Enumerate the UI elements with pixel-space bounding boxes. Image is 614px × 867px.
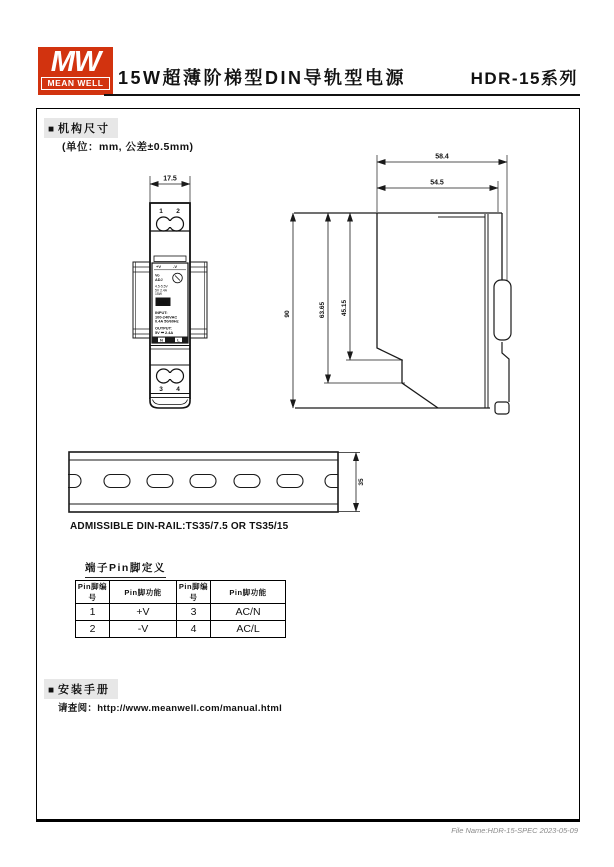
pin-function: +V (110, 604, 177, 621)
dim-width-label: 17.5 (163, 175, 177, 183)
label-line3: 15W (155, 292, 162, 297)
label-n: N (160, 337, 163, 343)
din-rail-clip (494, 280, 511, 414)
manual-note-prefix: 请查阅： (58, 703, 98, 714)
label-adj: ADJ (155, 278, 163, 282)
vent-slot (154, 256, 186, 262)
pin-function: AC/N (211, 604, 286, 621)
pin-table-row (76, 604, 286, 621)
pin-number: 3 (177, 604, 211, 621)
page-title: 15W超薄阶梯型DIN导轨型电源 (118, 68, 407, 88)
terminal-number-4: 4 (176, 386, 180, 393)
dim-depth-total-label: 58.4 (435, 153, 449, 161)
unit-note: (单位：mm, 公差±0.5mm) (62, 141, 194, 153)
bottom-cap (150, 398, 190, 408)
dim-depth-body-label: 54.5 (430, 179, 444, 187)
stepped-profile (377, 213, 438, 408)
side-view-drawing (283, 146, 528, 431)
label-neg: -V (173, 264, 177, 269)
rail-slots (68, 475, 350, 488)
dim-height-label: 90 (284, 310, 291, 318)
manual-url-link[interactable]: http://www.meanwell.com/manual.html (97, 703, 283, 714)
section-manual-label: 安装手册 (58, 684, 111, 696)
rail-caption: ADMISSIBLE DIN-RAIL:TS35/7.5 OR TS35/15 (70, 521, 289, 532)
pin-function: -V (110, 621, 177, 638)
logo-brand-text: MEAN WELL (41, 77, 110, 90)
pin-number: 4 (177, 621, 211, 638)
section-marker-icon: ■ (48, 685, 55, 696)
manual-note (58, 700, 282, 714)
label-output-line1: 5V ⎓ 2.4A (155, 329, 174, 335)
label-input-line1: 100-240VAC (155, 314, 178, 320)
label-line1: 4.5-5.5V (155, 284, 168, 289)
section-marker-icon: ■ (48, 124, 55, 135)
pin-col-header: Pin脚编号 (76, 581, 110, 604)
terminal-number-1: 1 (159, 208, 163, 215)
meanwell-logo (38, 47, 113, 95)
front-view-drawing (125, 168, 225, 418)
label-panel (152, 263, 188, 343)
pin-table-header-row (76, 581, 286, 604)
section-manual-header (44, 679, 118, 699)
terminal-number-2: 2 (176, 208, 180, 215)
footer-file-info: File Name:HDR-15-SPEC 2023-05-09 (451, 826, 578, 835)
section-mechanical-header (44, 118, 118, 138)
label-input-line2: 0.4A 50/60Hz (155, 318, 179, 324)
label-vo: Vo (155, 273, 160, 278)
dim-step-lower-label: 45.15 (341, 299, 348, 317)
pin-number: 1 (76, 604, 110, 621)
label-line2: 5V 2.4A (155, 288, 168, 293)
header-rule (104, 94, 580, 96)
terminal-number-3: 3 (159, 386, 163, 393)
logo-mw-text: MW (50, 46, 101, 78)
dim-step-upper-label: 63.65 (319, 301, 326, 319)
dim-rail-height-label: 35 (358, 478, 365, 486)
pin-number: 2 (76, 621, 110, 638)
label-output-title: OUTPUT: (155, 325, 172, 331)
label-l: L (177, 337, 180, 343)
section-mechanical-label: 机构尺寸 (58, 123, 111, 135)
pin-table-row (76, 621, 286, 638)
pin-table (75, 580, 286, 638)
label-input-title: INPUT: (155, 310, 168, 315)
label-mw-logo-text: MW (158, 300, 168, 307)
label-pos: +V (156, 264, 162, 269)
pin-col-header: Pin脚功能 (211, 581, 286, 604)
label-terminal-bar (152, 337, 188, 344)
din-rail-drawing (68, 448, 368, 523)
pin-col-header: Pin脚功能 (110, 581, 177, 604)
pin-table-title: 端子Pin脚定义 (85, 560, 166, 578)
pin-function: AC/L (211, 621, 286, 638)
series-name: HDR-15系列 (470, 69, 578, 88)
pin-col-header: Pin脚编号 (177, 581, 211, 604)
